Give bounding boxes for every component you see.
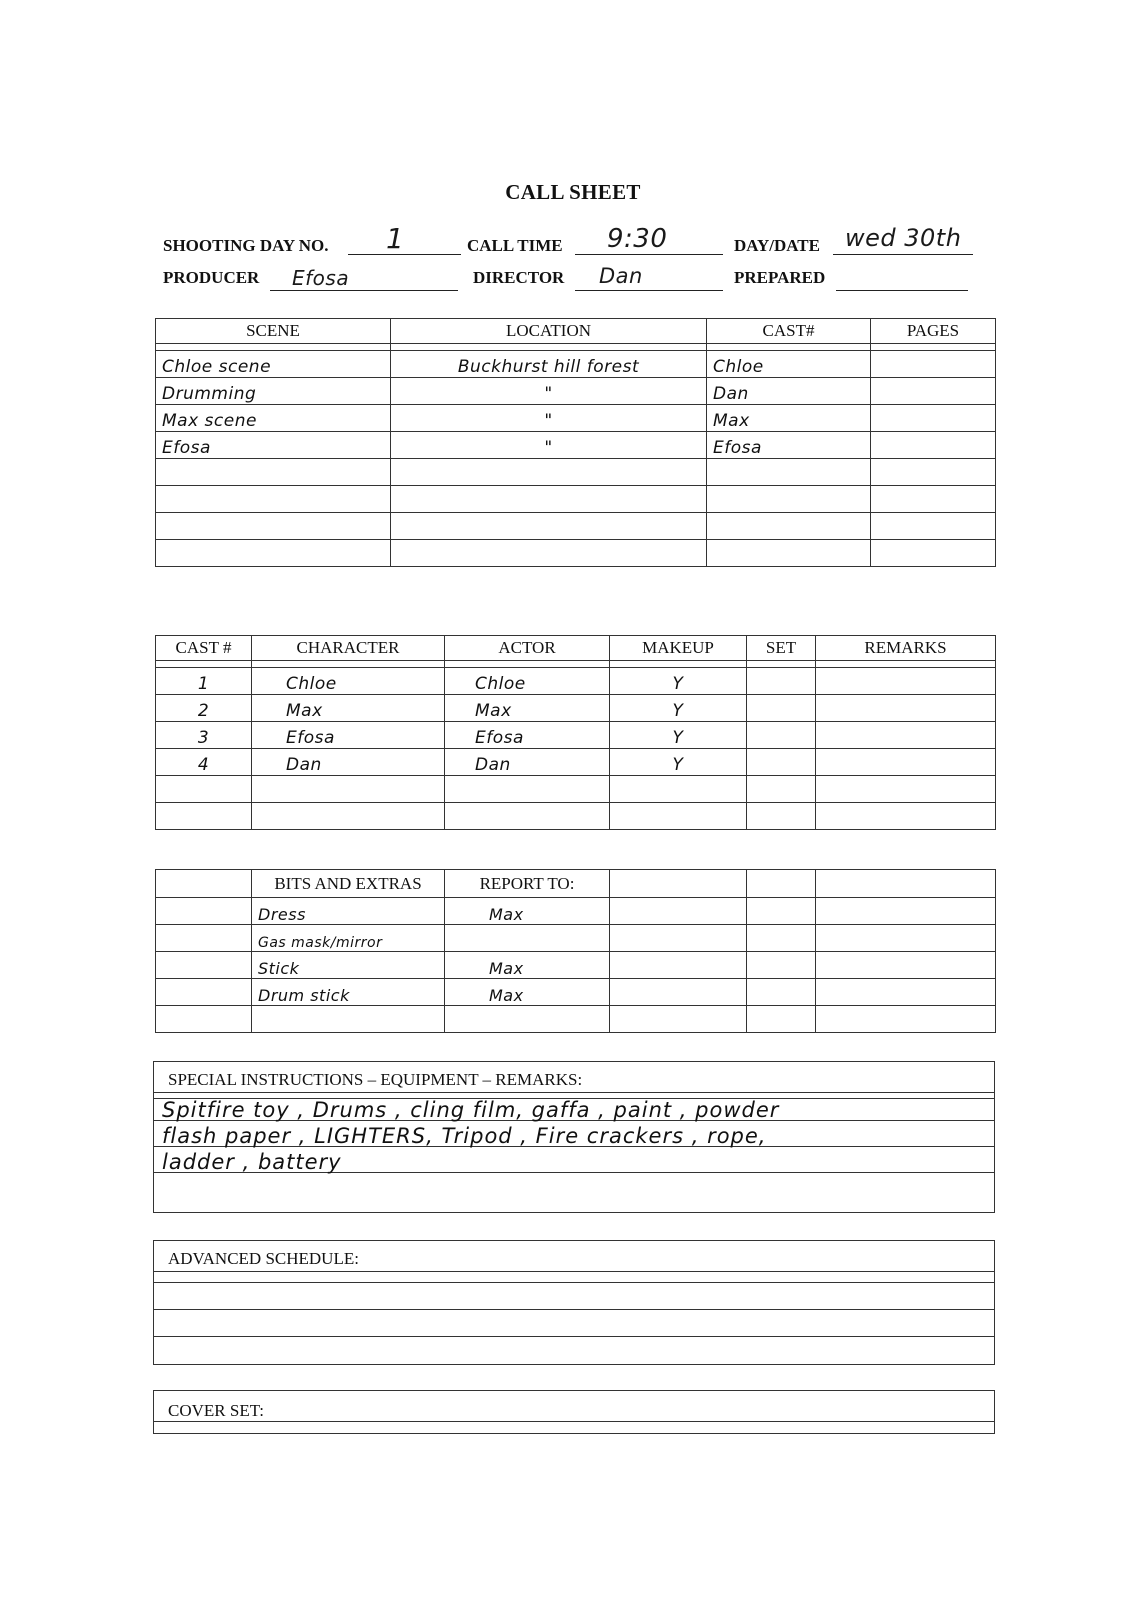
producer-value: Efosa [292,266,350,290]
cast-cell[interactable]: Chloe [707,351,871,378]
table-row [156,1006,996,1033]
prepared-field[interactable] [836,264,968,291]
advanced-schedule-label: ADVANCED SCHEDULE: [168,1249,359,1268]
cast-number-header: CAST # [156,636,252,661]
bits-extras-table [155,869,996,1033]
pages-cell[interactable] [871,405,996,432]
special-instructions-line: ladder , battery [162,1150,342,1174]
pages-cell[interactable] [871,378,996,405]
character-header: CHARACTER [252,636,445,661]
table-row [156,378,996,405]
location-header: LOCATION [391,319,707,344]
remarks-header: REMARKS [816,636,996,661]
shooting-day-value: 1 [386,222,405,255]
pages-cell[interactable] [871,432,996,459]
call-time-value: 9:30 [607,224,668,254]
pages-cell[interactable] [871,351,996,378]
advanced-schedule-box[interactable] [153,1240,995,1365]
cast-cell[interactable]: Max [707,405,871,432]
bits-extras-header: BITS AND EXTRAS [252,870,445,898]
cover-set-box[interactable] [153,1390,995,1434]
director-label: DIRECTOR [473,268,565,287]
scene-header: SCENE [156,319,391,344]
table-row [156,486,996,513]
report-to-header: REPORT TO: [445,870,610,898]
cover-set-label: COVER SET: [168,1401,264,1420]
table-row: 1 Chloe Chloe Y [156,668,996,695]
special-instructions-box[interactable] [153,1061,995,1213]
table-row: Drum stick Max [156,979,996,1006]
director-field[interactable] [575,264,723,291]
table-row [156,540,996,567]
location-cell[interactable]: " [391,432,707,459]
table-row: 2 Max Max Y [156,695,996,722]
scenes-table [155,318,996,567]
location-cell[interactable]: " [391,378,707,405]
call-time-label: CALL TIME [467,236,563,255]
table-row [156,351,996,378]
special-instructions-line: flash paper , LIGHTERS, Tripod , Fire crackers , rope, [162,1124,767,1148]
scene-cell[interactable]: Efosa [156,432,391,459]
page-title: CALL SHEET [505,180,641,204]
special-instructions-label: SPECIAL INSTRUCTIONS – EQUIPMENT – REMARKS: [168,1070,583,1089]
day-date-label: DAY/DATE [734,236,820,255]
table-row: Gas mask/mirror [156,925,996,952]
cast-table [155,635,996,830]
table-row: Stick Max [156,952,996,979]
pages-header: PAGES [871,319,996,344]
table-row [156,405,996,432]
table-row: 4 Dan Dan Y [156,749,996,776]
table-row: Dress Max [156,898,996,925]
table-row: 3 Efosa Efosa Y [156,722,996,749]
scene-cell[interactable]: Chloe scene [156,351,391,378]
shooting-day-field[interactable] [348,222,461,255]
shooting-day-label: SHOOTING DAY NO. [163,236,329,255]
set-header: SET [747,636,816,661]
call-time-field[interactable] [575,224,723,255]
cast-number-header: CAST# [707,319,871,344]
table-row [156,803,996,830]
producer-field[interactable] [270,264,458,291]
location-cell[interactable]: Buckhurst hill forest [391,351,707,378]
scene-cell[interactable]: Max scene [156,405,391,432]
day-date-value: wed 30th [845,224,962,252]
table-row [156,513,996,540]
prepared-label: PREPARED [734,268,826,287]
table-row [156,432,996,459]
director-value: Dan [599,264,643,288]
special-instructions-line: Spitfire toy , Drums , cling film, gaffa , paint , powder [162,1098,780,1122]
day-date-field[interactable] [833,224,973,255]
producer-label: PRODUCER [163,268,260,287]
location-cell[interactable]: " [391,405,707,432]
table-row [156,776,996,803]
cast-cell[interactable]: Efosa [707,432,871,459]
scene-cell[interactable]: Drumming [156,378,391,405]
cast-cell[interactable]: Dan [707,378,871,405]
actor-header: ACTOR [445,636,610,661]
table-row [156,459,996,486]
makeup-header: MAKEUP [610,636,747,661]
